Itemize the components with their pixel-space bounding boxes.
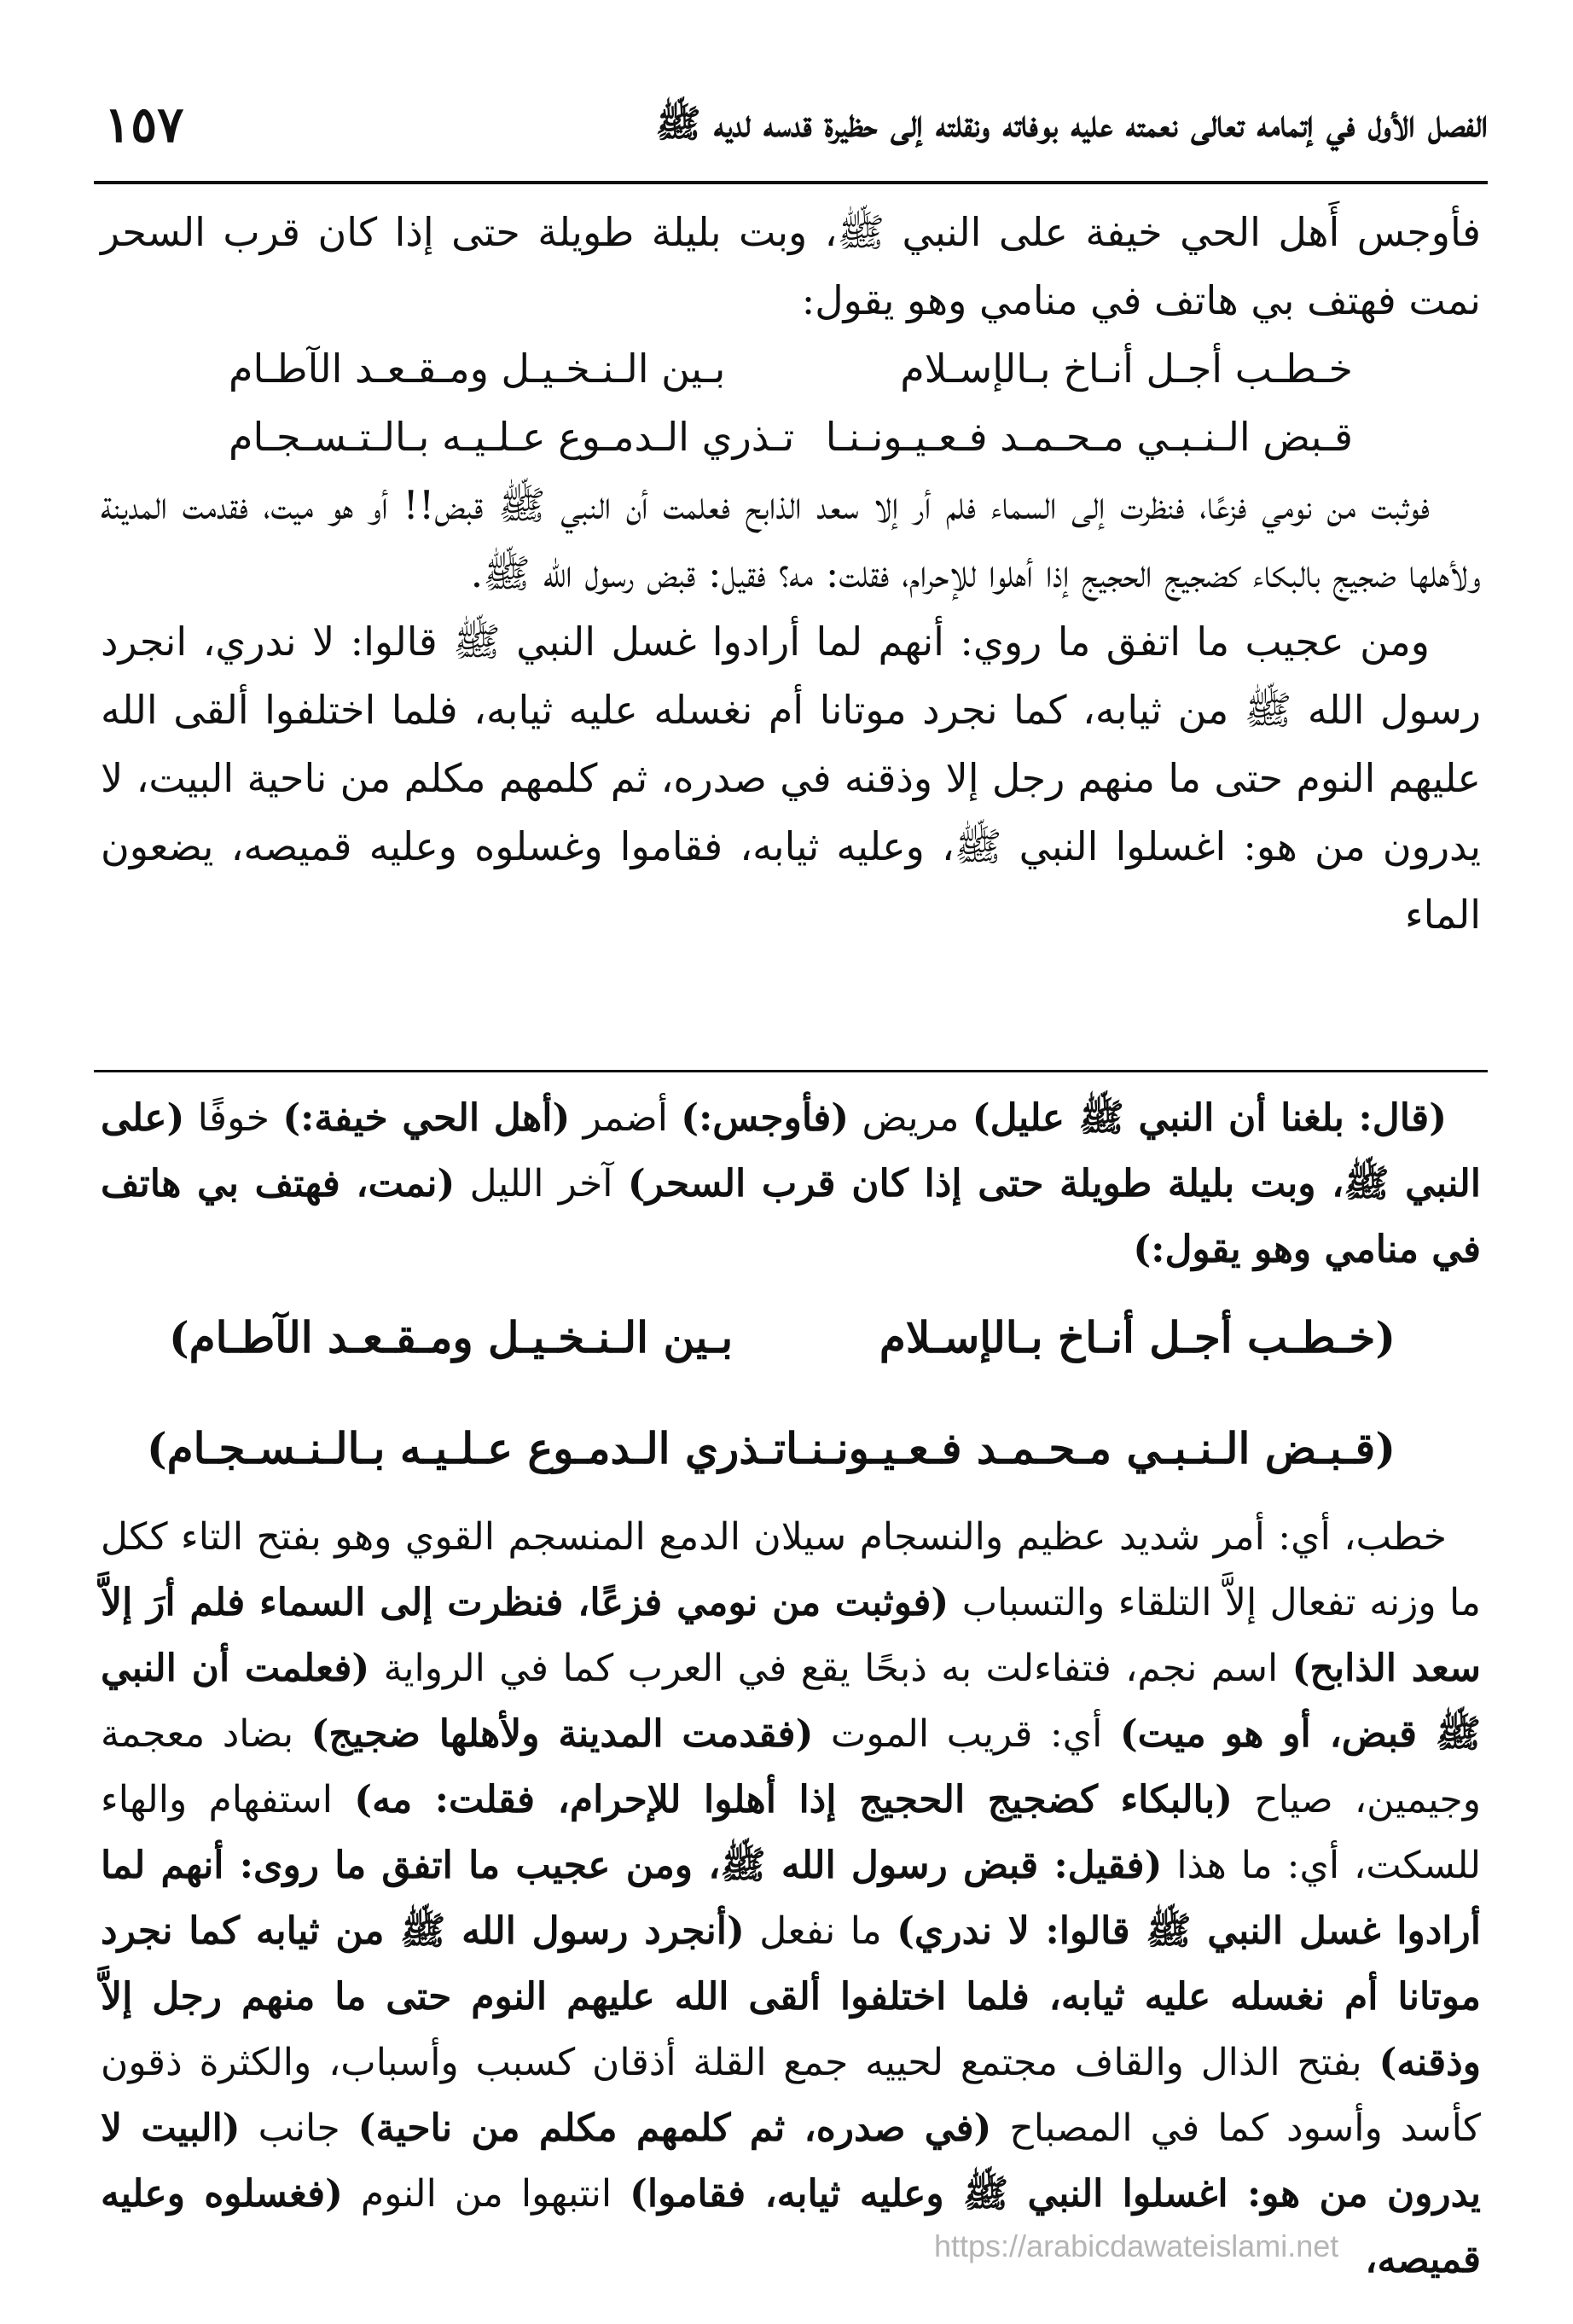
verse-2-first-hemistich: قـبض الـنـبـي مـحـمـد فـعـيـونـنـا <box>825 414 1353 460</box>
commentary-verse-2-first: (قـبـض الـنـبـي مـحـمـد فـعـيـونـنـا <box>786 1423 1396 1473</box>
page-number: ١٥٧ <box>104 96 184 154</box>
main-paragraph-3: ومن عجيب ما اتفق ما روي: أنهم لما أرادوا غسل النبي ﷺ قالوا: لا ندري، انجرد رسول الله ﷺ من ثيابه، كما نجرد موتانا أم نغسله عليه ثيابه، فلما اختلفوا ألقى الله عليهم النوم حتى ما منهم رجل إلا وذقنه في صدره، ثم كلمهم مكلم من ناحية البيت، لا يدرون من هو: اغسلوا النبي ﷺ، وعليه ثيابه، فقاموا وغسلوه وعليه قميصه، يضعون الماء <box>101 619 1481 938</box>
poem-verse-2 <box>101 403 1481 471</box>
verse-2-second-hemistich: تـذري الـدمـوع عـلـيـه بـالـتـسـجـام <box>229 414 795 460</box>
verse-1-first-hemistich: خـطـب أجـل أنـاخ بـالإسـلام <box>900 346 1353 392</box>
commentary-quote: (أنجرد رسول الله ﷺ من ثيابه كما نجرد موتانا أم نغسله عليه ثيابه، فلما اختلفوا ألقى الله عليهم النوم حتى ما منهم رجل إلاَّ وذقنه) <box>101 1909 1481 2084</box>
commentary-gloss: آخر الليل <box>455 1162 628 1206</box>
commentary-gloss: خطب، أي: أمر شديد عظيم والنسجام سيلان الدمع المنسجم القوي وهو بفتح التاء ككل ما وزنه تفعال إلاَّ التلقاء والتسباب <box>101 1515 1481 1624</box>
main-paragraph-1: فأوجس أَهل الحي خيفة على النبي ﷺ، وبت بليلة طويلة حتى إذا كان قرب السحر نمت فهتف بي هاتف في منامي وهو يقول: <box>101 209 1482 323</box>
page-header <box>94 96 1488 169</box>
commentary-quote: (فقدمت المدينة ولأهلها ضجيج) <box>311 1712 814 1756</box>
commentary-gloss: بفتح الذال والقاف مجتمع لحييه جمع القلة أذقان كسبب وأسباب، والكثرة ذقون كأسد وأسود كما في المصباح <box>101 2041 1482 2150</box>
header-divider <box>94 181 1488 184</box>
commentary-gloss: استفهام والهاء للسكت، أي: ما هذا <box>101 1778 1481 1887</box>
commentary-verse-1 <box>101 1282 1481 1393</box>
commentary-quote: (فقيل: قبض رسول الله ﷺ، ومن عجيب ما اتفق ما روى: أنهم لما أرادوا غسل النبي ﷺ قالوا: لا ندري) <box>101 1844 1481 1953</box>
commentary-gloss: بضاد معجمة وجيمين، صياح <box>101 1712 1482 1821</box>
commentary-gloss: ما نفعل <box>744 1909 897 1953</box>
running-title: الفصل الأول في إتمامه تعالى نعمته عليه بوفاته ونقلته إلى حظيرة قدسه لديه ﷺ <box>655 102 1488 146</box>
commentary-gloss: أضمر <box>570 1096 682 1140</box>
commentary-quote: (فعلمت أن النبي ﷺ قبض، أو هو ميت) <box>101 1647 1481 1756</box>
commentary-quote: (قال: بلغنا أن النبي ﷺ عليل) <box>972 1096 1448 1140</box>
main-paragraph-2: فوثبت من نومي فزعًا، فنظرت إلى السماء فلم أر إلا سعد الذابح فعلمت أن النبي ﷺ قبض!! أو هو ميت، فقدمت المدينة ولأهلها ضجيج بالبكاء كضجيج الحجيج إذا أهلوا للإحرام، فقلت: مه؟ فقيل: قبض رسول الله ﷺ. <box>101 482 1481 596</box>
watermark-url: https://arabicdawateislami.net <box>934 2228 1339 2263</box>
commentary-divider <box>94 1070 1488 1072</box>
commentary-gloss: مريض <box>849 1096 972 1140</box>
commentary-paragraph-2 <box>101 1504 1481 2292</box>
commentary-quote: (في صدره، ثم كلمهم مكلم من ناحية) <box>357 2106 992 2150</box>
commentary-verse-2 <box>101 1393 1481 1504</box>
commentary-text <box>101 1085 1481 2292</box>
commentary-quote: (على النبي ﷺ، وبت بليلة طويلة حتى إذا كان قرب السحر) <box>101 1096 1481 1206</box>
commentary-quote: (فوثبت من نومي فزعًا، فنظرت إلى السماء فلم أرَ إلاَّ سعد الذابح) <box>101 1581 1481 1690</box>
commentary-verse-2-second: تـذري الـدمـوع عـلـيـه بـالـنـسـجـام) <box>146 1423 786 1473</box>
commentary-quote: (فغسلوه وعليه قميصه، <box>101 2172 1481 2281</box>
verse-1-second-hemistich: بـين الـنـخـيـل ومـقـعـد الآطـام <box>229 346 726 392</box>
commentary-gloss: اسم نجم، فتفاءلت به ذبحًا يقع في العرب كما في الرواية <box>369 1647 1292 1690</box>
commentary-quote: (بالبكاء كضجيج الحجيج إذا أهلوا للإحرام، فقلت: مه) <box>354 1778 1233 1821</box>
poem-verse-1 <box>101 334 1481 403</box>
commentary-paragraph-1 <box>101 1085 1481 1282</box>
commentary-gloss: جانب <box>240 2106 358 2150</box>
commentary-quote: (نمت، فهتف بي هاتف في منامي وهو يقول:) <box>101 1162 1481 1271</box>
commentary-gloss: انتبهوا من النوم <box>342 2172 630 2216</box>
commentary-verse-1-second: بـين الـنـخـيـل ومـقـعـد الآطـام) <box>169 1312 734 1362</box>
commentary-verse-1-first: (خـطـب أجـل أنـاخ بـالإسـلام <box>879 1312 1396 1362</box>
commentary-gloss: خوفًا <box>184 1096 283 1140</box>
main-text <box>101 198 1481 949</box>
commentary-quote: (البيت لا يدرون من هو: اغسلوا النبي ﷺ وعليه ثيابه، فقاموا) <box>101 2106 1481 2216</box>
commentary-quote: (فأوجس:) <box>681 1096 850 1140</box>
commentary-quote: (أهل الحي خيفة:) <box>282 1096 571 1140</box>
commentary-gloss: أي: قريب الموت <box>813 1712 1120 1756</box>
